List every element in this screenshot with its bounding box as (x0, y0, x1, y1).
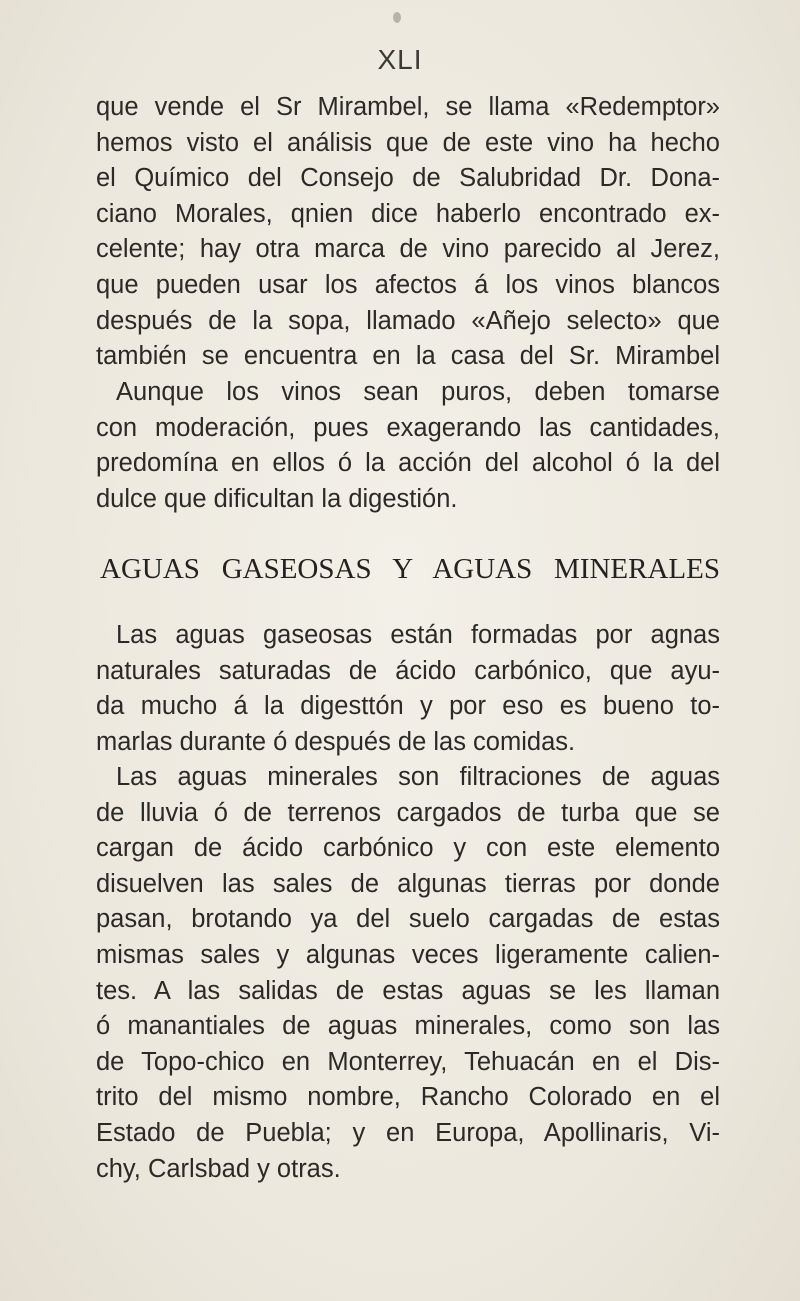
text-line: hemos visto el análisis que de este vino ha hecho (96, 128, 720, 157)
text-line: Las aguas gaseosas están formadas por agnas (116, 621, 720, 649)
text-line: de Topo-chico en Monterrey, Tehuacán en el Dis- (96, 1047, 720, 1076)
text-line: predomína en ellos ó la acción del alcohol ó la del (96, 449, 720, 478)
text-line: con moderación, pues exagerando las cantidades, (96, 413, 720, 442)
text-line: después de la sopa, llamado «Añejo selecto» que (96, 306, 720, 335)
text-line: tes. A las salidas de estas aguas se les llaman (96, 976, 720, 1005)
text-line: chy, Carlsbad y otras. (96, 1154, 341, 1183)
text-line: dulce que dificultan la digestión. (96, 484, 458, 513)
text-line: pasan, brotando ya del suelo cargadas de estas (96, 905, 720, 934)
text-line: naturales saturadas de ácido carbónico, que ayu- (96, 656, 720, 685)
text-line: Aunque los vinos sean puros, deben tomarse (116, 378, 720, 406)
section-heading: AGUAS GASEOSAS Y AGUAS MINERALES (100, 553, 720, 585)
text-line: disuelven las sales de algunas tierras por donde (96, 869, 720, 898)
text-line: da mucho á la digesttón y por eso es bueno to- (96, 692, 720, 721)
text-line: ó manantiales de aguas minerales, como son las (96, 1012, 720, 1041)
text-line: el Químico del Consejo de Salubridad Dr. Dona- (96, 164, 720, 193)
page-folio: XLI (377, 44, 423, 75)
text-line: celente; hay otra marca de vino parecido al Jerez, (96, 235, 720, 264)
text-line: también se encuentra en la casa del Sr. Mirambel (96, 342, 720, 371)
ink-spot (393, 12, 401, 23)
text-line: Las aguas minerales son filtraciones de aguas (116, 763, 720, 791)
text-line: marlas durante ó después de las comidas. (96, 727, 576, 756)
paragraph-redemptor (96, 90, 720, 375)
text-line: ciano Morales, qnien dice haberlo encontrado ex- (96, 199, 720, 228)
text-line: Estado de Puebla; y en Europa, Apollinaris, Vi- (96, 1118, 720, 1147)
text-line: que pueden usar los afectos á los vinos blancos (96, 270, 720, 299)
paragraph-minerales (96, 760, 720, 1187)
text-line: de lluvia ó de terrenos cargados de turba que se (96, 798, 720, 827)
text-line: que vende el Sr Mirambel, se llama «Redemptor» (96, 93, 720, 121)
paragraph-moderation (96, 375, 720, 517)
text-line: mismas sales y algunas veces ligeramente calien- (96, 940, 720, 969)
paragraph-gaseosas (96, 618, 720, 760)
text-line: cargan de ácido carbónico y con este elemento (96, 834, 720, 863)
text-line: trito del mismo nombre, Rancho Colorado en el (96, 1083, 720, 1112)
